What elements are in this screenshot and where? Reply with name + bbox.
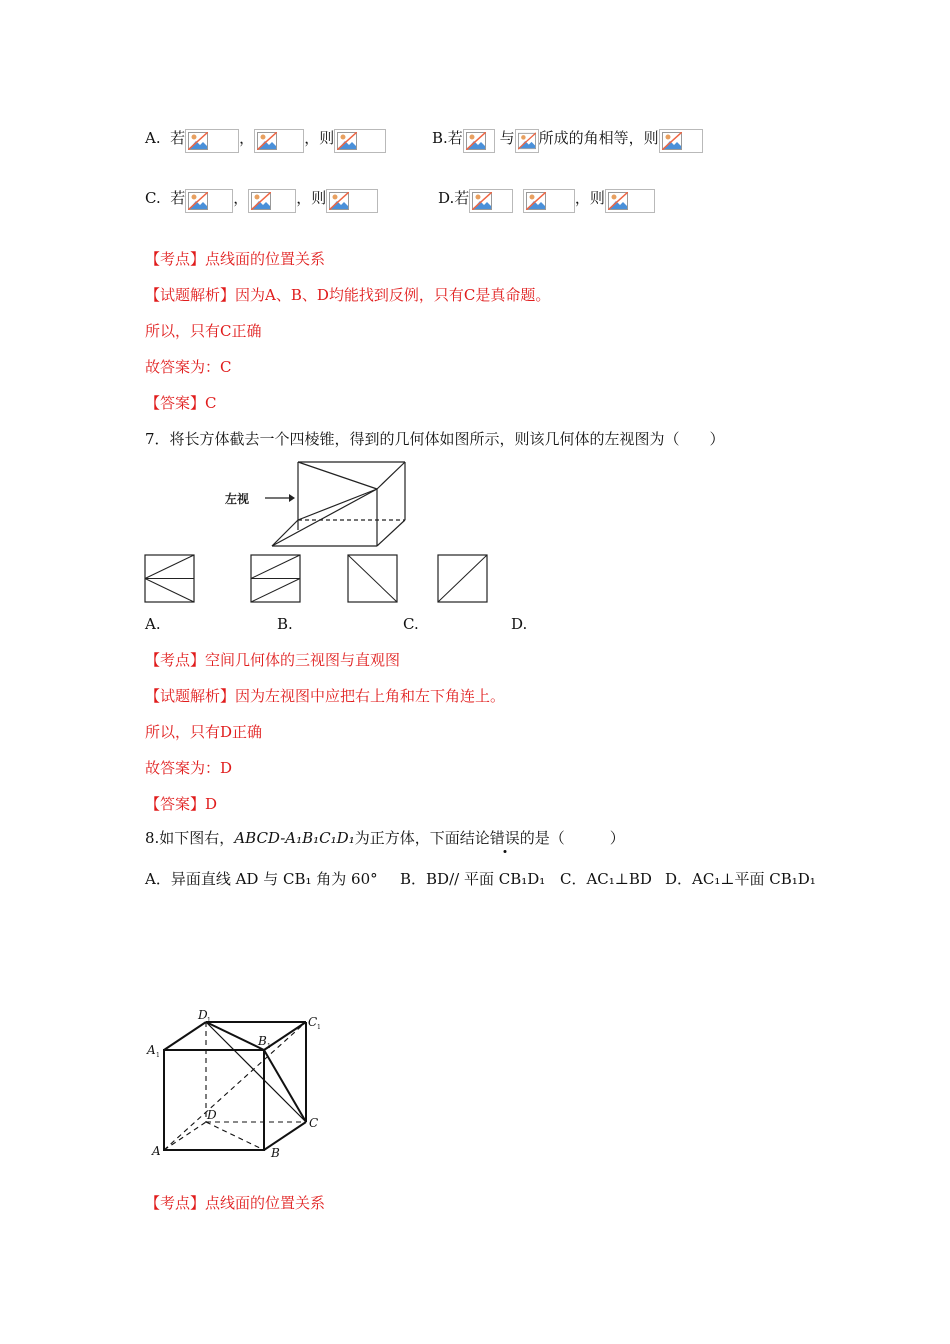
vertex-a-label: A: [152, 1144, 161, 1158]
q8-kaodian: 【考点】点线面的位置关系: [145, 1194, 326, 1212]
q7-choice-b-figure: [250, 554, 302, 604]
vertex-sub: 1: [317, 1024, 321, 1031]
q6-option-c: C. 若 ， ，则: [145, 188, 378, 213]
vertex-c-label: C: [309, 1116, 319, 1130]
q6-option-b: B.若 与 所成的角相等，则: [432, 128, 703, 153]
broken-image-icon: [248, 189, 296, 213]
q6-answer: 【答案】C: [145, 394, 217, 412]
q7-answer: 【答案】D: [145, 795, 218, 813]
q7-option-b-label: B.: [277, 615, 293, 633]
broken-image-icon: [523, 189, 575, 213]
vertex-b1-label: B: [258, 1034, 267, 1048]
q8-option-a: A．异面直线 AD 与 CB₁ 角为 60°: [145, 870, 378, 888]
vertex-d1-label: D: [198, 1008, 208, 1022]
broken-image-icon: [659, 129, 703, 153]
q7-option-a-label: A.: [145, 615, 161, 633]
broken-image-icon: [254, 129, 304, 153]
q7-stem: 7．将长方体截去一个四棱锥，得到的几何体如图所示，则该几何体的左视图为（ ）: [145, 430, 725, 448]
q7-option-d-label: D.: [511, 615, 528, 633]
broken-image-icon: [463, 129, 495, 153]
q8-option-b: B．BD// 平面 CB₁D₁: [400, 870, 546, 888]
broken-image-icon: [185, 189, 233, 213]
emphasis-word: 错误: [489, 829, 520, 847]
vertex-d-label: D: [207, 1108, 217, 1122]
q6-jiexi: 【试题解析】因为A、B、D均能找到反例，只有C是真命题。: [145, 286, 551, 304]
broken-image-icon: [326, 189, 378, 213]
q7-choice-a-figure: [144, 554, 196, 604]
q8-stem: 8.如下图右，ABCD-A₁B₁C₁D₁为正方体，下面结论错误的是（ ）: [145, 829, 625, 847]
q8-option-d: D．AC₁⊥平面 CB₁D₁: [665, 870, 816, 888]
vertex-sub: 1: [156, 1052, 160, 1059]
broken-image-icon: [334, 129, 386, 153]
q7-suoyi: 所以，只有D正确: [145, 723, 263, 741]
broken-image-icon: [469, 189, 513, 213]
broken-image-icon: [515, 129, 539, 153]
q7-choice-c-figure: [347, 554, 399, 604]
q6-gu: 故答案为：C: [145, 358, 232, 376]
vertex-c1-label: C: [308, 1015, 318, 1029]
q8-cube-figure: [140, 1005, 330, 1165]
vertex-b-label: B: [271, 1146, 280, 1160]
q6-option-a: A. 若 ， ，则: [145, 128, 386, 153]
q7-option-c-label: C.: [403, 615, 419, 633]
vertex-a1-label: A: [147, 1043, 156, 1057]
vertex-sub: 1: [207, 1017, 211, 1024]
q7-choice-d-figure: [437, 554, 489, 604]
q8-option-c: C．AC₁⊥BD: [560, 870, 652, 888]
vertex-sub: 1: [267, 1043, 271, 1050]
broken-image-icon: [605, 189, 655, 213]
broken-image-icon: [185, 129, 239, 153]
q7-solid-figure: [215, 458, 410, 550]
q6-kaodian: 【考点】点线面的位置关系: [145, 250, 326, 268]
q7-jiexi: 【试题解析】因为左视图中应把右上角和左下角连上。: [145, 687, 506, 705]
q7-gu: 故答案为：D: [145, 759, 233, 777]
q6-suoyi: 所以，只有C正确: [145, 322, 262, 340]
q6-option-d: D.若 ，则: [438, 188, 655, 213]
left-view-label: 左视: [225, 492, 250, 506]
q7-kaodian: 【考点】空间几何体的三视图与直观图: [145, 651, 401, 669]
